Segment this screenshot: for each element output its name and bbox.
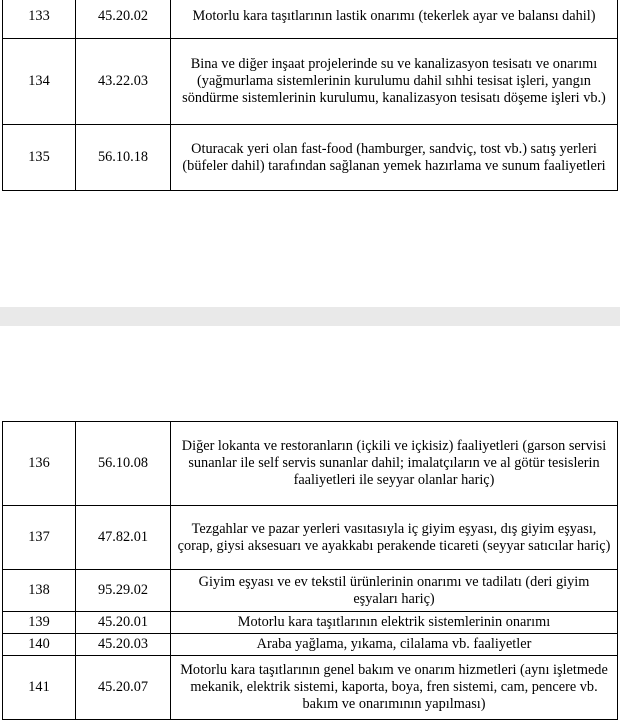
table-row xyxy=(3,0,618,39)
activity-code-table-top xyxy=(2,0,618,191)
activity-description-cell: Giyim eşyası ve ev tekstil ürünlerinin onarımı ve tadilatı (deri giyim eşyaları hariç) xyxy=(171,570,618,612)
table-row xyxy=(3,125,618,191)
activity-code-cell: 56.10.08 xyxy=(76,422,171,506)
activity-code-cell: 56.10.18 xyxy=(76,125,171,191)
activity-code-cell: 47.82.01 xyxy=(76,506,171,570)
page-separator xyxy=(0,307,620,326)
document-page-top xyxy=(0,0,620,307)
activity-code-cell: 43.22.03 xyxy=(76,39,171,125)
row-number-cell: 134 xyxy=(3,39,76,125)
activity-description-cell: Bina ve diğer inşaat projelerinde su ve kanalizasyon tesisatı ve onarımı (yağmurlama sistemlerinin kurulumu dahil sıhhi tesisat işleri, yangın söndürme sistemlerinin kurulumu, kanalizasyon tesisatı döşeme işleri vb.) xyxy=(171,39,618,125)
row-number-cell: 141 xyxy=(3,656,76,720)
activity-description-cell: Motorlu kara taşıtlarının elektrik sistemlerinin onarımı xyxy=(171,612,618,634)
activity-description-cell: Diğer lokanta ve restoranların (içkili ve içkisiz) faaliyetleri (garson servisi sunanlar ile self servis sunanlar dahil; imalatçıların ve al götür tesislerin faaliyetleri ile seyyar olanlar hariç) xyxy=(171,422,618,506)
table-row xyxy=(3,634,618,656)
table-row xyxy=(3,422,618,506)
row-number-cell: 135 xyxy=(3,125,76,191)
row-number-cell: 137 xyxy=(3,506,76,570)
activity-description-cell: Oturacak yeri olan fast-food (hamburger, sandviç, tost vb.) satış yerleri (büfeler dahil) tarafından sağlanan yemek hazırlama ve sunum faaliyetleri xyxy=(171,125,618,191)
table-row xyxy=(3,612,618,634)
row-number-cell: 140 xyxy=(3,634,76,656)
row-number-cell: 133 xyxy=(3,0,76,39)
activity-code-cell: 45.20.01 xyxy=(76,612,171,634)
table-row xyxy=(3,570,618,612)
table-row xyxy=(3,656,618,720)
table-row xyxy=(3,506,618,570)
activity-code-cell: 95.29.02 xyxy=(76,570,171,612)
activity-code-cell: 45.20.07 xyxy=(76,656,171,720)
activity-description-cell: Motorlu kara taşıtlarının genel bakım ve onarım hizmetleri (aynı işletmede mekanik, elektrik sistemi, kaporta, boya, fren sistemi, cam, pencere vb. bakım ve onarımının yapılması) xyxy=(171,656,618,720)
document-page-bottom xyxy=(0,326,620,720)
activity-code-table-bottom xyxy=(2,421,618,720)
activity-code-cell: 45.20.03 xyxy=(76,634,171,656)
row-number-cell: 138 xyxy=(3,570,76,612)
activity-description-cell: Motorlu kara taşıtlarının lastik onarımı (tekerlek ayar ve balansı dahil) xyxy=(171,0,618,39)
activity-description-cell: Araba yağlama, yıkama, cilalama vb. faaliyetler xyxy=(171,634,618,656)
activity-code-cell: 45.20.02 xyxy=(76,0,171,39)
row-number-cell: 139 xyxy=(3,612,76,634)
table-row xyxy=(3,39,618,125)
activity-description-cell: Tezgahlar ve pazar yerleri vasıtasıyla iç giyim eşyası, dış giyim eşyası, çorap, giysi aksesuarı ve ayakkabı perakende ticareti (seyyar satıcılar hariç) xyxy=(171,506,618,570)
row-number-cell: 136 xyxy=(3,422,76,506)
